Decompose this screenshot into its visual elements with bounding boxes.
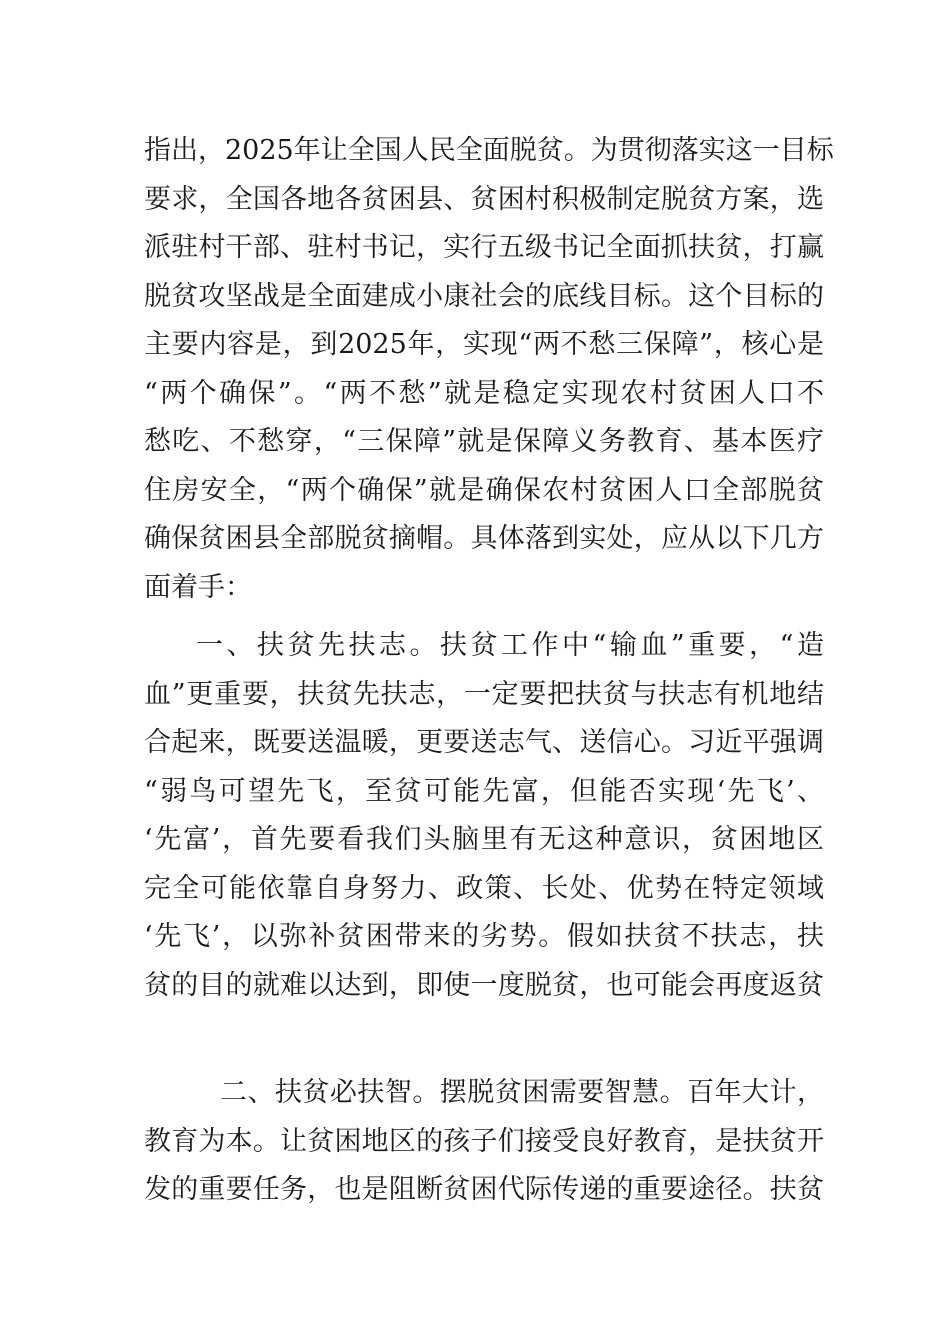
text-line: ‘先飞’，以弥补贫困带来的劣势。假如扶贫不扶志，扶 <box>144 921 824 952</box>
text-line: 指出，2025年让全国人民全面脱贫。为贯彻落实这一目标 <box>144 135 834 166</box>
text-line: 派驻村干部、驻村书记，实行五级书记全面抓扶贫，打赢 <box>144 232 824 263</box>
text-line: 要求，全国各地各贫困县、贫困村积极制定脱贫方案，选 <box>144 184 824 215</box>
paragraph-heading-line: 一、扶贫先扶志。扶贫工作中“输血”重要，“造 <box>196 630 824 661</box>
text-line: 面着手： <box>144 572 252 603</box>
text-line: 确保贫困县全部脱贫摘帽。具体落到实处，应从以下几方 <box>144 523 824 554</box>
text-line: 合起来，既要送温暖，更要送志气、送信心。习近平强调 <box>144 727 824 758</box>
paragraph-heading-line: 二、扶贫必扶智。摆脱贫困需要智慧。百年大计， <box>220 1077 824 1108</box>
text-line: 主要内容是，到2025年，实现“两不愁三保障”，核心是 <box>144 329 824 360</box>
text-line: 脱贫攻坚战是全面建成小康社会的底线目标。这个目标的 <box>144 281 824 312</box>
text-line: 教育为本。让贫困地区的孩子们接受良好教育，是扶贫开 <box>144 1126 824 1157</box>
text-line: 贫的目的就难以达到，即使一度脱贫，也可能会再度返贫 <box>144 970 824 1001</box>
text-line: “弱鸟可望先飞，至贫可能先富，但能否实现‘先飞’、 <box>144 776 824 807</box>
text-line: ‘先富’，首先要看我们头脑里有无这种意识，贫困地区 <box>144 824 824 855</box>
text-line: 发的重要任务，也是阻断贫困代际传递的重要途径。扶贫 <box>144 1174 824 1205</box>
text-line: 愁吃、不愁穿，“三保障”就是保障义务教育、基本医疗 <box>144 426 824 457</box>
text-line: 血”更重要，扶贫先扶志，一定要把扶贫与扶志有机地结 <box>144 679 824 710</box>
text-line: “两个确保”。“两不愁”就是稳定实现农村贫困人口不 <box>144 378 824 409</box>
text-line: 完全可能依靠自身努力、政策、长处、优势在特定领域 <box>144 873 824 904</box>
text-line: 住房安全，“两个确保”就是确保农村贫困人口全部脱贫 <box>144 475 824 506</box>
